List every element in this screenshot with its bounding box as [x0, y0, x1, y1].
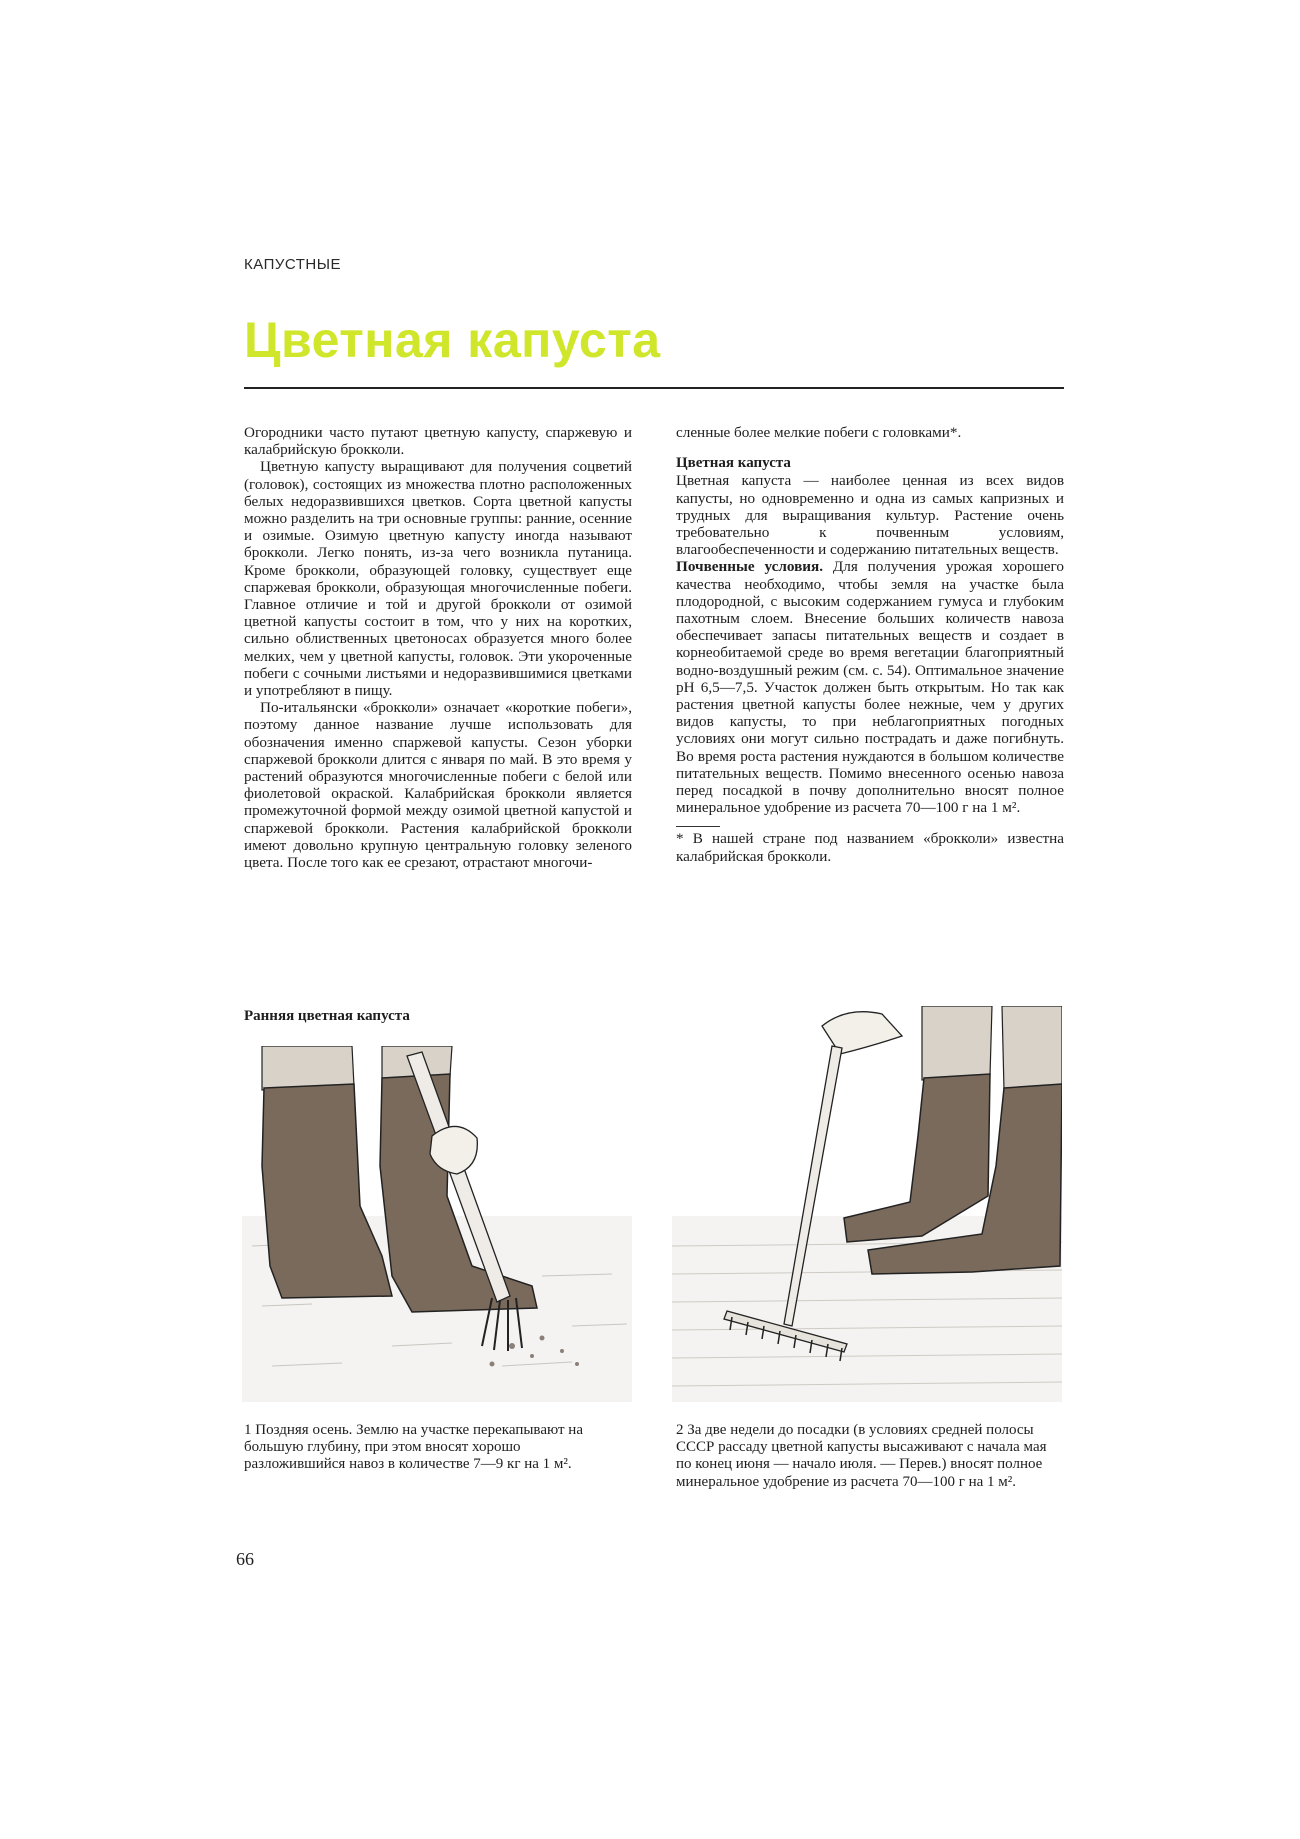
boot-left: [262, 1084, 392, 1298]
trouser-left: [262, 1046, 354, 1090]
figure-caption-2: 2 За две недели до посадки (в условиях средней полосы СССР рассаду цветной капусты высаживают с начала мая по конец июня — начало июля. — Перев.) вносят полное минеральное удобрение из расчета 70—100 г на 1 м².: [676, 1422, 1047, 1490]
intro-paragraph: Огородники часто путают цветную капусту, спаржевую и калабрийскую брокколи.: [244, 424, 632, 459]
figure-heading: Ранняя цветная капуста: [244, 1008, 410, 1024]
page-number: 66: [236, 1549, 254, 1569]
figure-caption-1: 1 Поздняя осень. Землю на участке перекапывают на большую глубину, при этом вносят хорошо разложившийся навоз в количестве 7—9 кг на 1 м².: [244, 1422, 583, 1473]
section-label: КАПУСТНЫЕ: [244, 256, 341, 273]
soil-text: Для получения урожая хорошего качества необходимо, чтобы земля на участке была плодородной, с высоким содержанием гумуса и глубоким пахотным слоем. Внесение больших количеств навоза обеспечивает запасы питательных веществ и создает в корнеобитаемой среде во время вегетации благоприятный водно-воздушный режим (см. с. 54). Оптимальное значение pH 6,5—7,5. Участок должен быть открытым. Но так как растения цветной капусты более нежные, чем у других видов капусты, то при неблагоприятных погодных условиях они могут сильно пострадать и даже погибнуть. Во время роста растения нуждаются в большом количестве питательных веществ. Помимо внесенного осенью навоза перед посадкой в почву дополнительно вносят полное минеральное удобрение из расчета 70—100 г на 1 м².: [676, 558, 1064, 817]
footnote-divider: [676, 826, 720, 827]
continued-paragraph: сленные более мелкие побеги с головками*.: [676, 424, 962, 441]
body-paragraph: Цветную капусту выращивают для получения соцветий (головок), состоящих из множества плотно расположенных белых недоразвившихся цветков. Сорта цветной капусты можно разделить на три основные группы: ранние, осенние и озимые. Озимую цветную капусту иногда называют брокколи. Легко понять, из-за чего возникла путаница. Кроме брокколи, образующей головку, существует еще спаржевая брокколи, образующая многочисленные побеги. Главное отличие и той и другой брокколи от озимой цветной капусты состоит в том, что у них на коротких, сильно облиственных цветоносах образуется много более мелких, чем у цветной капусты, головок. Эти укороченные побеги с сочными листьями и недоразвившимися цветками и употребляют в пищу.: [244, 458, 632, 700]
runin-heading: Почвенные условия.: [676, 558, 824, 576]
left-column: [244, 424, 632, 871]
page-title: Цветная капуста: [244, 312, 661, 368]
body-paragraph: Цветная капуста — наиболее ценная из всех видов капусты, но одновременно и одна из самых капризных и трудных для выращивания культур. Растение очень требовательно к почвенным условиям, влагообеспеченности и содержанию питательных веществ.: [676, 472, 1064, 559]
body-paragraph: По-итальянски «брокколи» означает «короткие побеги», поэтому данное название лучше использовать для обозначения именно спаржевой капусты. Сезон уборки спаржевой брокколи длится с января по май. В это время у растений образуются многочисленные побеги с белой или фиолетовой окраской. Калабрийская брокколи является промежуточной формой между озимой цветной капустой и спаржевой брокколи. Растения калабрийской брокколи имеют довольно крупную центральную головку зеленого цвета. После того как ее срезают, отрастают многочи-: [244, 699, 632, 872]
right-column: [676, 424, 1064, 865]
title-divider: [244, 387, 1064, 389]
trouser-right: [1002, 1006, 1062, 1090]
trouser-left: [922, 1006, 992, 1080]
illustration-raking: [672, 1006, 1062, 1402]
soil-paragraph: [676, 558, 1064, 816]
raking-drawing: [672, 1006, 1062, 1402]
illustration-digging: [242, 1046, 632, 1402]
digging-drawing: [242, 1046, 632, 1402]
subheading: Цветная капуста: [676, 455, 791, 472]
footnote: * В нашей стране под названием «брокколи» известна калабрийская брокколи.: [676, 830, 1064, 865]
